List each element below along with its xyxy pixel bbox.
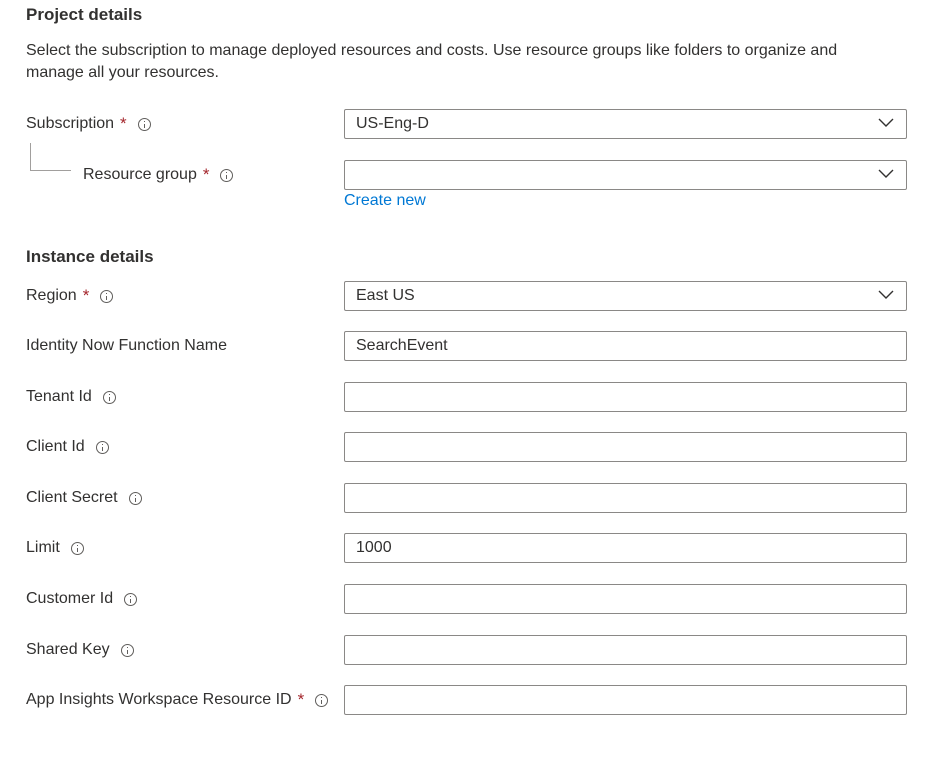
function-name-label [26,330,227,362]
resource-group-dropdown[interactable] [344,160,907,190]
shared-key-row [0,634,936,666]
resource-group-row [0,159,936,191]
limit-input[interactable] [344,533,907,563]
required-marker: * [120,114,127,133]
shared-key-label [26,634,134,666]
region-row [0,280,936,312]
tenant-id-row [0,381,936,413]
client-secret-input[interactable] [344,483,907,513]
resource-group-label-text: Resource group [83,166,197,183]
shared-key-input[interactable] [344,635,907,665]
info-icon[interactable] [129,492,142,505]
tenant-id-label [26,381,116,413]
chevron-down-icon [878,169,894,179]
app-insights-input[interactable] [344,685,907,715]
app-insights-label [26,684,328,716]
tenant-id-input[interactable] [344,382,907,412]
info-icon[interactable] [103,391,116,404]
project-details-heading: Project details [26,5,143,24]
client-id-row [0,431,936,463]
client-secret-label [26,482,142,514]
info-icon[interactable] [121,644,134,657]
instance-details-heading: Instance details [26,247,154,266]
customer-id-input[interactable] [344,584,907,614]
required-marker: * [202,165,210,184]
subscription-value: US-Eng-D [356,115,429,132]
client-secret-row [0,482,936,514]
limit-label [26,532,84,564]
tenant-id-label-text: Tenant Id [26,388,92,405]
client-secret-label-text: Client Secret [26,489,118,506]
required-marker: * [82,286,90,305]
function-name-input[interactable] [344,331,907,361]
customer-id-row [0,583,936,615]
client-id-label [26,431,109,463]
chevron-down-icon [878,290,894,300]
limit-row [0,532,936,564]
info-icon[interactable] [315,694,328,707]
create-new-link[interactable]: Create new [344,192,426,209]
app-insights-row [0,684,936,716]
function-name-label-text: Identity Now Function Name [26,337,227,354]
info-icon[interactable] [100,290,113,303]
resource-group-label [83,159,233,191]
info-icon[interactable] [124,593,137,606]
client-id-label-text: Client Id [26,438,85,455]
chevron-down-icon [878,118,894,128]
region-label [26,280,113,312]
function-name-row [0,330,936,362]
region-label-text: Region [26,287,77,304]
client-id-input[interactable] [344,432,907,462]
info-icon[interactable] [220,169,233,182]
info-icon[interactable] [138,118,151,131]
app-insights-label-text: App Insights Workspace Resource ID [26,691,292,708]
region-value: East US [356,287,415,304]
region-dropdown[interactable] [344,281,907,311]
info-icon[interactable] [96,441,109,454]
customer-id-label-text: Customer Id [26,590,114,607]
limit-label-text: Limit [26,539,60,556]
info-icon[interactable] [71,542,84,555]
subscription-label-text: Subscription [26,115,115,132]
project-details-description: Select the subscription to manage deployed resources and costs. Use resource groups like folders to organize and manage all your resources. [26,42,838,81]
subscription-dropdown[interactable] [344,109,907,139]
subscription-label [26,108,151,140]
customer-id-label [26,583,137,615]
subscription-row [0,108,936,140]
required-marker: * [297,690,305,709]
shared-key-label-text: Shared Key [26,641,110,658]
